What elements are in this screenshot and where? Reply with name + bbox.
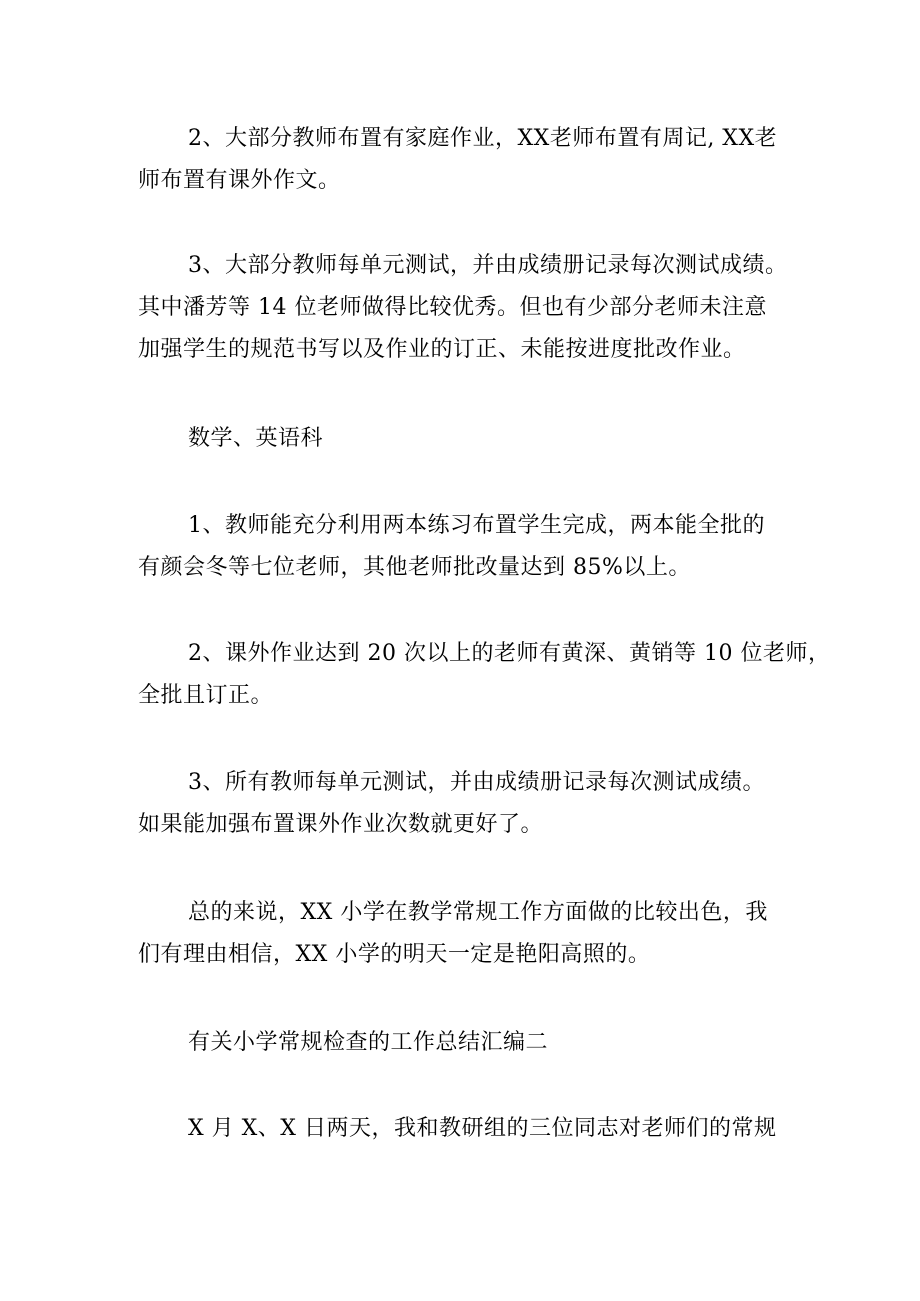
section-heading-math-english (138, 418, 788, 460)
paragraph-extra-homework (138, 633, 831, 717)
paragraph-line: 总的来说，XX 小学在教学常规工作方面做的比较出色，我 (188, 900, 768, 925)
paragraph-line: 1、教师能充分利用两本练习布置学生完成，两本能全批的 (188, 513, 765, 538)
paragraph-line: 有颜会冬等七位老师，其他老师批改量达到 85%以上。 (138, 555, 691, 580)
paragraph-line: 其中潘芳等 14 位老师做得比较优秀。但也有少部分老师未注意 (138, 295, 767, 320)
paragraph-homework (138, 118, 788, 202)
paragraph-line: 们有理由相信，XX 小学的明天一定是艳阳高照的。 (138, 942, 651, 967)
paragraph-unit-tests (138, 245, 788, 371)
paragraph-line: 2、大部分教师布置有家庭作业，XX老师布置有周记, XX老 (188, 126, 778, 151)
paragraph-line: 如果能加强布置课外作业次数就更好了。 (138, 812, 544, 837)
paragraph-line: 数学、英语科 (188, 426, 324, 451)
paragraph-inspection-intro (138, 1108, 788, 1150)
paragraph-line: X 月 X、X 日两天，我和教研组的三位同志对老师们的常规 (188, 1116, 777, 1141)
paragraph-exercise-books (138, 505, 788, 589)
paragraph-line: 有关小学常规检查的工作总结汇编二 (188, 1030, 549, 1055)
paragraph-line: 师布置有课外作文。 (138, 168, 341, 193)
section-heading-part-two (138, 1022, 788, 1064)
paragraph-summary (138, 892, 788, 976)
paragraph-line: 全批且订正。 (138, 683, 274, 708)
paragraph-line: 加强学生的规范书写以及作业的订正、未能按进度批改作业。 (138, 337, 746, 362)
paragraph-all-tests (138, 762, 788, 846)
paragraph-line: 2、课外作业达到 20 次以上的老师有黄深、黄销等 10 位老师， (188, 641, 831, 666)
paragraph-line: 3、大部分教师每单元测试，并由成绩册记录每次测试成绩。 (188, 253, 788, 278)
paragraph-line: 3、所有教师每单元测试，并由成绩册记录每次测试成绩。 (188, 770, 765, 795)
